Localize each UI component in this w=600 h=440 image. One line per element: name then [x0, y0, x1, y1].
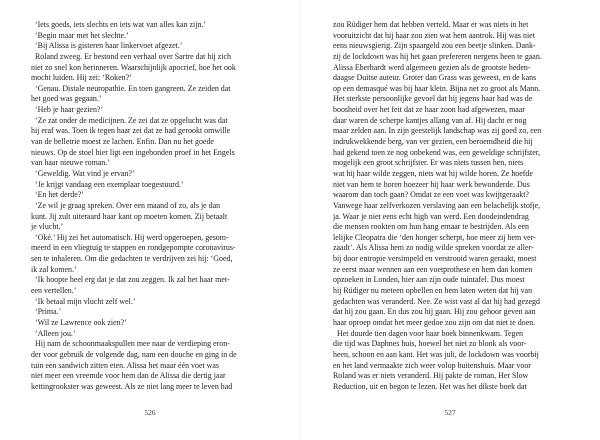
- text-line: lelijke Cleopatra die ‘den honger scherpt, hoe meer zij hem ver-: [333, 232, 536, 242]
- text-line: van haar nieuwe roman.’: [31, 158, 110, 168]
- text-line: Hij nam de schoonmaakspullen mee naar de verdieping eron-: [35, 339, 230, 349]
- text-line: ze eerst maar wennen aan een voetprothese en hem dan komen: [333, 264, 533, 274]
- text-line: Roland zweeg. Er bestond een verhaal over Sartre dat hij zich: [35, 51, 231, 61]
- text-line: ‘Wil ze Lawrence ook zien?’: [35, 317, 127, 327]
- left-page-number: 526: [144, 408, 156, 417]
- text-line: tuin een sandwich zitten eten. Alissa het maar één voet was: [31, 360, 220, 370]
- text-line: ‘Iets goeds, iets slechts en iets wat van alles kan zijn.’: [35, 20, 207, 29]
- right-page-number: 527: [444, 408, 456, 417]
- text-line: wat hij haar wilde zeggen, niets wat hij wilde horen. Ze hoefde: [333, 168, 533, 178]
- text-line: ‘Ze zat onder de medicijnen. Ze zei dat ze opgelucht was dat: [35, 115, 228, 125]
- text-line: indrukwekkende berg, van ver gezien, een beroemdheid die hij: [333, 137, 533, 147]
- text-line: Het duurde tien dagen voor haar boek binnenkwam. Tegen: [337, 328, 523, 338]
- text-line: het goed was gegaan.’: [31, 94, 102, 104]
- text-line: heen, schoon en aan kant. Het was juli, de lockdown was voorbij: [333, 349, 539, 359]
- text-line: ‘Prima.’: [35, 307, 62, 317]
- text-line: ‘Ze wil je graag spreken. Over een maand of zo, als je dan: [35, 200, 221, 210]
- text-line: die mensen rookten om hun hang ernaar te bestrijden. Als een: [333, 222, 529, 232]
- text-line: der voor gebruik de volgende dag, nam een douche en ging in de: [31, 349, 237, 359]
- text-line: ‘Begin maar met het slechte.’: [35, 30, 129, 40]
- text-line: ‘Geweldig. Wat vind je ervan?’: [35, 168, 135, 178]
- text-line: zij de lockdown was hij het gaan prefereren nergens heen te gaan.: [333, 51, 542, 61]
- text-line: Reduction, uit en begon te lezen. Het was het dikste boek dat: [333, 381, 527, 391]
- text-line: zaadt’. Als Alissa hem zo nodig wilde spreken voordat ze aller-: [333, 243, 534, 253]
- text-line: niet zo snel kon herinneren. Waarschijnlijk apocrief, hoe het ook: [31, 62, 236, 72]
- text-line: ‘Ik betaal mijn vlucht zelf wel.’: [35, 296, 136, 306]
- text-line: op een demasqué was bij haar klein. Bijna net zo groot als Mann.: [333, 83, 541, 93]
- text-line: die tijd was Daphnes huis, hoewel het niet zo blonk als voor-: [333, 339, 527, 349]
- text-line: hij eraf was. Toen ik tegen haar zei dat ze had gerookt omwille: [31, 126, 231, 136]
- text-line: sen te inhaleren. Om die gedachten te verdrijven zei hij: ‘Goed,: [31, 254, 233, 264]
- text-line: een vertellen.’: [31, 286, 77, 296]
- text-line: Vanwege haar zelfverkozen verslaving aan een belachelijk stofje,: [333, 200, 541, 210]
- text-line: daagse Duitse auteur. Groter dan Grass was geweest, en de kans: [333, 73, 537, 83]
- text-line: maar zelden aan. In zijn geestelijk landschap was zij goed zo, een: [333, 126, 542, 136]
- text-line: ‘Heb je haar gezien?’: [35, 105, 104, 115]
- text-line: meerd in een vliegtuig te stappen en rondgepompte coronavirus-: [31, 243, 236, 253]
- text-line: ‘Genau. Distale neuropathie. En toen gangreen. Ze zeiden dat: [35, 83, 231, 93]
- text-line: ik zal komen.’: [31, 264, 77, 274]
- text-line: waarom dan toch gaan? Omdat ze een voet was kwijtgeraakt?: [333, 190, 529, 200]
- text-line: ‘En het derde?’: [35, 190, 84, 200]
- text-line: daar waren de scherpe kantjes allang van af. Hij dacht er nog: [333, 115, 527, 125]
- left-page-text: [31, 20, 268, 392]
- text-line: en het land vermaakte zich weer volop buitenshuis. Maar voor: [333, 360, 531, 370]
- text-line: Het sterkste persoonlijke gevoel dat hij jegens haar had was de: [333, 94, 533, 104]
- text-line: van de belletrie moest ze lachen. Enfin. Dan nu het goede: [31, 137, 214, 147]
- right-page-text: [333, 20, 570, 392]
- text-line: mogelijk een groot schrijfster. Er was niets tussen hen, niets: [333, 158, 524, 168]
- text-line: zou Rüdiger hem dat hebben verteld. Maar er was niets in het: [333, 20, 529, 29]
- text-line: mocht luiden. Hij zei: ‘Roken?’: [31, 73, 132, 83]
- text-line: Alissa Eberhardt werd algemeen gezien als de grootste heden-: [333, 62, 531, 72]
- text-line: Roland was er niets veranderd. Hij pakte de roman, Her Slow: [333, 371, 529, 381]
- text-line: ‘Oké.’ Hij zei het automatisch. Hij werd opgeroepen, gesom-: [35, 232, 229, 242]
- text-line: kunt. Jij zult uiteraard haar kant op moeten komen. Zij betaalt: [31, 211, 228, 221]
- text-line: gedachten was veranderd. Nee. Ze wist vast al dat hij had gezegd: [333, 296, 540, 306]
- text-line: bij door entropie versimpeld en verstrooid waren geraakt, moest: [333, 254, 537, 264]
- text-line: ‘Ik hoopte heel erg dat je dat zou zeggen. Ik zal het haar met-: [35, 275, 230, 285]
- text-line: eens nieuwsgierig. Zijn spaargeld zou een beetje slinken. Dank-: [333, 41, 536, 51]
- text-line: ja. Waar je niet eens echt high van werd. Een doodeindendrag: [333, 211, 529, 221]
- text-line: je vlucht.’: [31, 222, 64, 232]
- text-line: ‘Bij Alissa is gisteren haar linkervoet afgezet.’: [35, 41, 183, 51]
- text-line: hij Rüdiger nu meteen opbellen en hem laten weten dat hij van: [333, 286, 533, 296]
- text-line: opzoeken in Londen, hier aan zijn oude tuintafel. Dus moest: [333, 275, 525, 285]
- text-line: ‘Je krijgt vandaag een exemplaar toegestuurd.’: [35, 179, 184, 189]
- text-line: niet van hem te horen hoezeer hij haar werk bewonderde. Dus: [333, 179, 530, 189]
- right-page: [300, 0, 600, 440]
- text-line: vooruitzicht dat hij haar zou zien wat hem aantrok. Hij was niet: [333, 30, 535, 40]
- text-line: haar oproep omdat het meer gedoe zou zijn om dat niet te doen.: [333, 317, 536, 327]
- text-line: had gekend toen ze nog onbekend was, een geweldige schrijfster,: [333, 147, 541, 157]
- text-line: niet meer een vreemde voor hem dan de Alissa die dertig jaar: [31, 371, 226, 381]
- text-line: dat hij zou gaan. En dus zou hij gaan. Hij zou gehoor geven aan: [333, 307, 536, 317]
- text-line: kettingrookster was geweest. Als ze niet lang meer te leven had: [31, 381, 233, 391]
- text-line: boosheid over het feit dat ze haar zoon had afgewezen, maar: [333, 105, 525, 115]
- text-line: nieuws. Op de stoel hier ligt een ingebonden proef in het Engels: [31, 147, 235, 157]
- text-line: ‘Alleen jou.’: [35, 328, 76, 338]
